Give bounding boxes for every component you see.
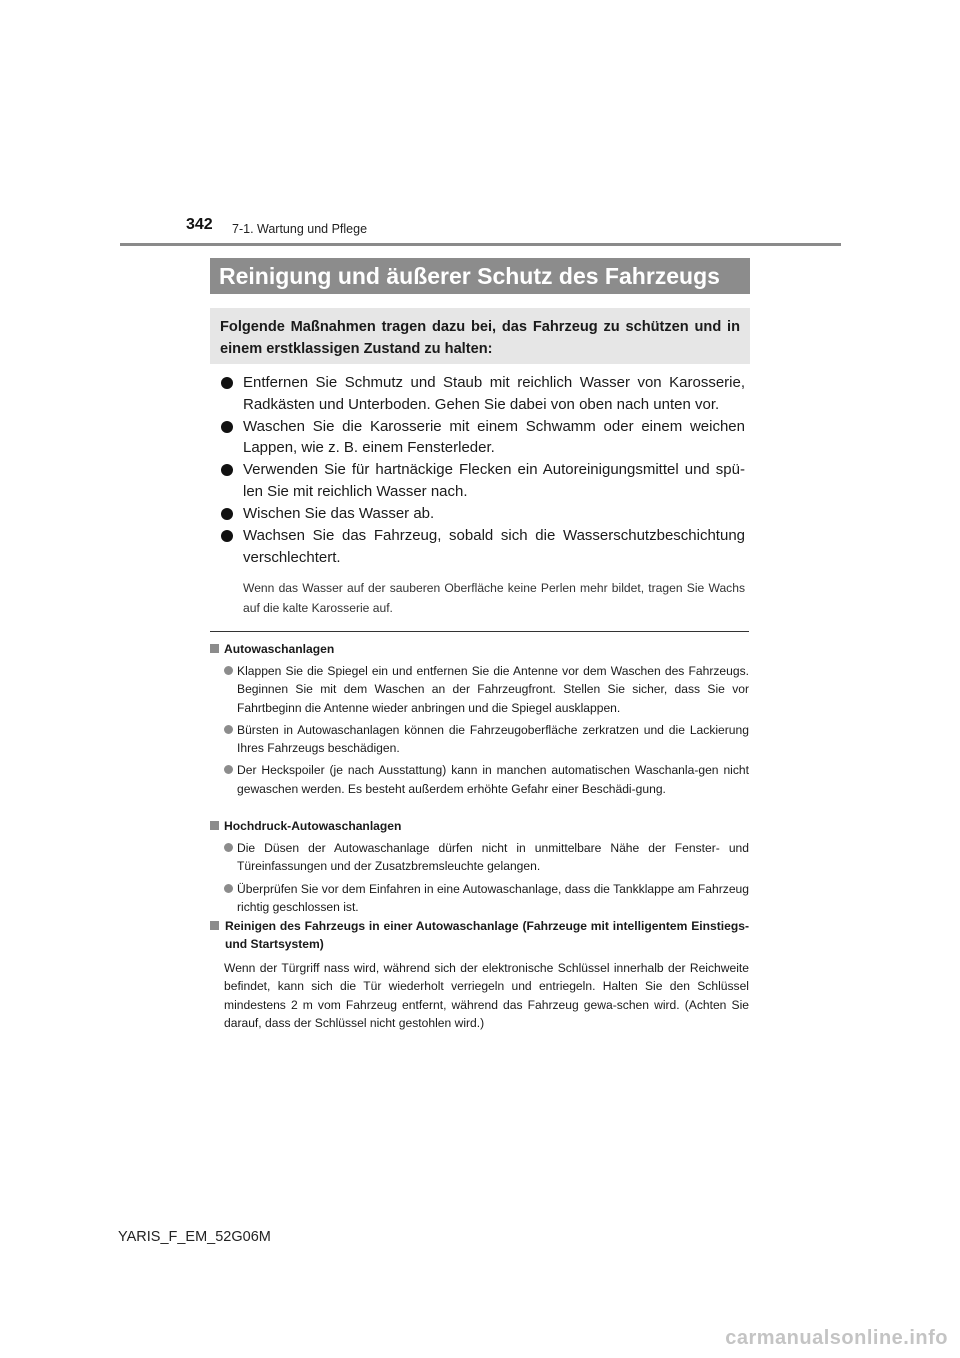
- bullet-icon: [221, 377, 233, 389]
- section-list: [224, 662, 749, 798]
- list-item-text: Klappen Sie die Spiegel ein und entfernen Sie die Antenne vor dem Waschen des Fahrzeugs. Beginnen Sie mit dem Waschen an der Fahrzeugfront. Stellen Sie sicher, dass Sie vor Fahrtbeginn die Antenne wieder anbringen und die Spiegel ausklappen.: [237, 664, 749, 715]
- bullet-icon: [224, 666, 233, 675]
- bullet-icon: [221, 464, 233, 476]
- list-item: [224, 761, 749, 798]
- square-bullet-icon: [210, 644, 219, 653]
- section-heading-text: Hochdruck-Autowaschanlagen: [224, 819, 402, 833]
- list-item-text: Der Heckspoiler (je nach Ausstattung) kann in manchen automatischen Waschanla-gen nicht gewaschen werden. Es besteht außerdem erhöhte Gefahr einer Beschädi-gung.: [237, 763, 749, 796]
- list-item-text: Bürsten in Autowaschanlagen können die Fahrzeugoberfläche zerkratzen und die Lackierung Ihres Fahrzeugs beschädigen.: [237, 722, 749, 756]
- intro-box: Folgende Maßnahmen tragen dazu bei, das Fahrzeug zu schützen und in einem erstklassigen Zustand zu halten:: [210, 308, 750, 364]
- bullet-icon: [224, 765, 233, 774]
- section-divider: [210, 631, 749, 632]
- list-item: [224, 721, 749, 758]
- section-intelligent-key: [210, 917, 749, 1032]
- list-item: [224, 662, 749, 717]
- section-heading-text: Autowaschanlagen: [224, 642, 335, 656]
- list-item-text: Die Düsen der Autowaschanlage dürfen nicht in unmittelbare Nähe der Fenster- und Türeinfassungen und der Zusatzbremsleuchte gelangen.: [237, 841, 749, 874]
- list-item-text: Waschen Sie die Karosserie mit einem Schwamm oder einem weichen Lappen, wie z. B. einem Fensterleder.: [243, 417, 745, 457]
- bullet-icon: [224, 725, 233, 734]
- section-hochdruck: [210, 817, 749, 920]
- section-heading: [210, 817, 749, 835]
- bullet-icon: [221, 508, 233, 520]
- list-item-text: Wischen Sie das Wasser ab.: [243, 505, 435, 523]
- page-number: 342: [186, 216, 213, 233]
- bullet-icon: [221, 530, 233, 542]
- bullet-icon: [224, 884, 233, 893]
- watermark: carmanualsonline.info: [725, 1327, 948, 1349]
- list-item-text: Überprüfen Sie vor dem Einfahren in eine Autowaschanlage, dass die Tankklappe am Fahrzeug richtig geschlossen ist.: [237, 881, 749, 914]
- list-item: [224, 880, 749, 917]
- list-item: [220, 525, 745, 568]
- section-heading: [210, 917, 749, 953]
- bullet-icon: [221, 421, 233, 433]
- section-heading: [210, 640, 749, 658]
- list-item-text: Entfernen Sie Schmutz und Staub mit reichlich Wasser von Karosserie, Radkästen und Unterboden. Gehen Sie dabei von oben nach unten vor.: [243, 374, 745, 413]
- care-steps-list: [220, 372, 745, 569]
- square-bullet-icon: [210, 921, 219, 930]
- list-item: [220, 503, 745, 525]
- square-bullet-icon: [210, 821, 219, 830]
- bullet-icon: [224, 843, 233, 852]
- document-code: YARIS_F_EM_52G06M: [118, 1229, 271, 1245]
- list-item: [224, 839, 749, 876]
- header-rule: [120, 243, 841, 246]
- page-title: Reinigung und äußerer Schutz des Fahrzeugs: [210, 258, 750, 294]
- section-paragraph: Wenn der Türgriff nass wird, während sich der elektronische Schlüssel innerhalb der Reichweite befindet, kann sich die Tür wiederholt verriegeln und entriegeln. Halten Sie den Schlüssel mindestens 2 m vom Fahrzeug entfernt, während das Fahrzeug gewa-schen wird. (Achten Sie darauf, dass der Schlüssel nicht gestohlen wird.): [224, 961, 749, 1030]
- section-heading-text: Reinigen des Fahrzeugs in einer Autowaschanlage (Fahrzeuge mit intelligentem Einstiegs- und Startsystem): [225, 919, 749, 951]
- list-item: [220, 416, 745, 459]
- list-item: [220, 372, 745, 415]
- list-item: [220, 459, 745, 502]
- section-autowaschanlagen: [210, 640, 749, 802]
- list-item-text: Wachsen Sie das Fahrzeug, sobald sich die Wasserschutzbeschichtung verschlechtert.: [243, 527, 745, 566]
- section-label: 7-1. Wartung und Pflege: [232, 222, 368, 236]
- section-list: [224, 839, 749, 916]
- list-item-text: Verwenden Sie für hartnäckige Flecken ein Autoreinigungsmittel und spü-len Sie mit reichlich Wasser nach.: [243, 461, 745, 500]
- wax-note: Wenn das Wasser auf der sauberen Oberfläche keine Perlen mehr bildet, tragen Sie Wachs auf die kalte Karosserie auf.: [243, 581, 745, 615]
